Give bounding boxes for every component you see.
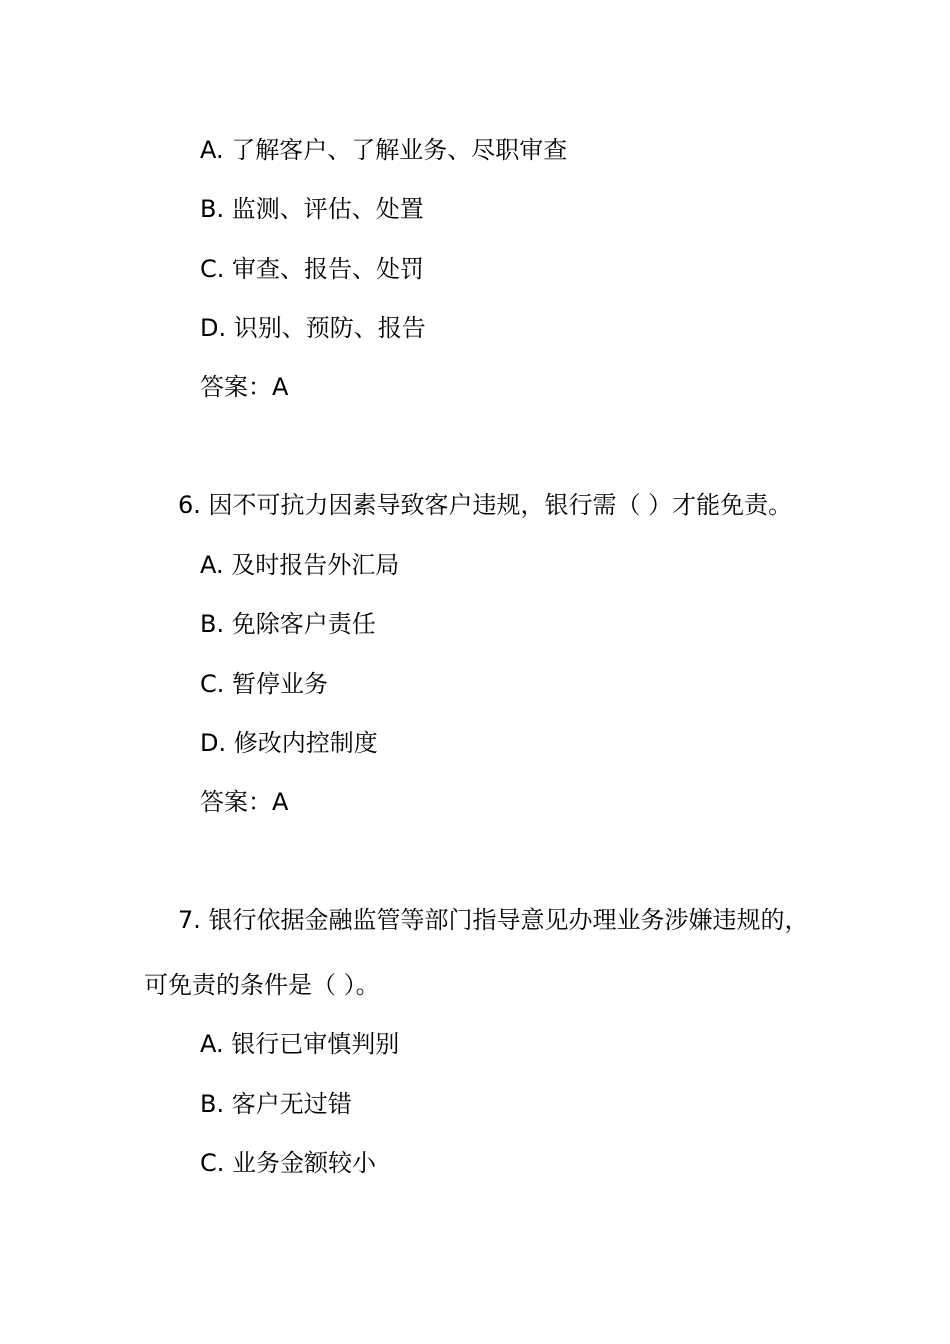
option-b: B. 监测、评估、处置: [200, 195, 424, 223]
question-stem: 6. 因不可抗力因素导致客户违规，银行需（ ）才能免责。: [178, 491, 793, 519]
answer: 答案：A: [200, 788, 289, 816]
option-c: C. 业务金额较小: [200, 1149, 377, 1177]
question-stem-line-2: 可免责的条件是（ ）。: [144, 971, 380, 999]
option-a: A. 及时报告外汇局: [200, 551, 400, 579]
option-b: B. 客户无过错: [200, 1090, 352, 1118]
option-a: A. 了解客户、了解业务、尽职审查: [200, 136, 568, 164]
option-b: B. 免除客户责任: [200, 610, 376, 638]
question-stem-line-1: 7. 银行依据金融监管等部门指导意见办理业务涉嫌违规的，: [178, 906, 809, 934]
option-d: D. 识别、预防、报告: [200, 314, 426, 342]
option-d: D. 修改内控制度: [200, 729, 378, 757]
option-a: A. 银行已审慎判别: [200, 1030, 400, 1058]
option-c: C. 暂停业务: [200, 670, 329, 698]
option-c: C. 审查、报告、处罚: [200, 255, 425, 283]
answer: 答案：A: [200, 373, 289, 401]
